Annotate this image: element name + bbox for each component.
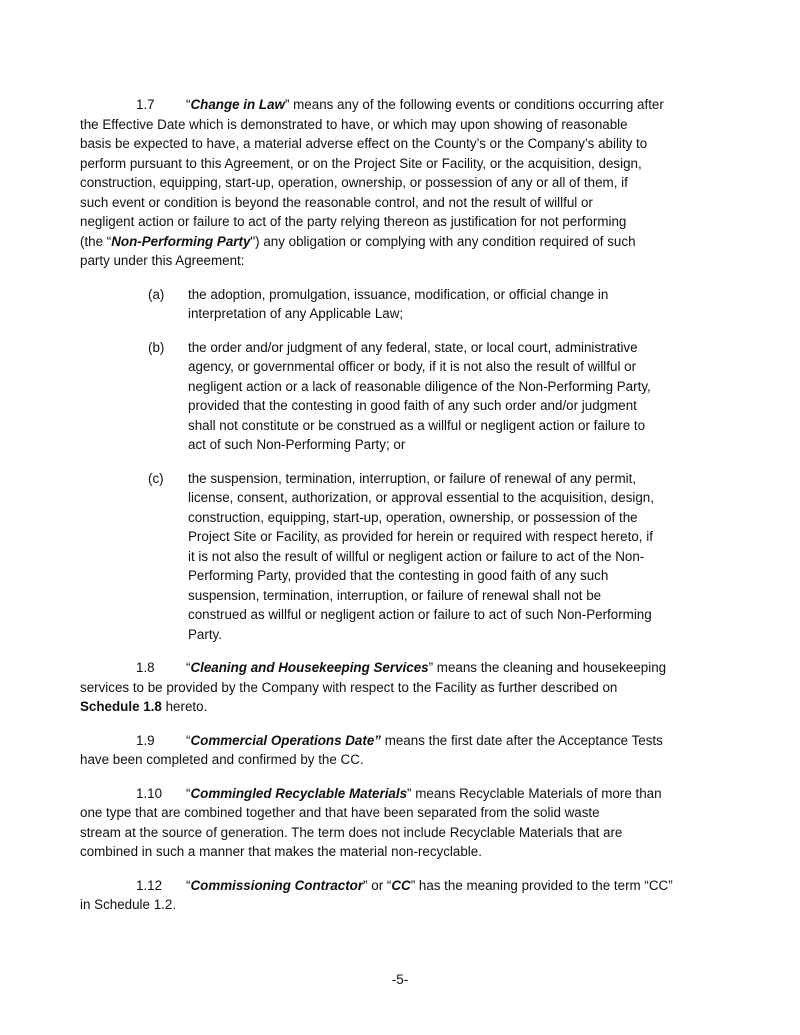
text-line [188, 488, 720, 508]
text-line [188, 396, 720, 416]
text-line [80, 784, 720, 804]
text-segment: (the “ [80, 233, 112, 249]
text-segment: it is not also the result of willful or negligent action or failure to act of the Non- [188, 548, 645, 564]
text-segment: construction, equipping, start-up, operation, ownership, or possession of the [188, 509, 638, 525]
text-line [80, 803, 720, 823]
text-segment: “ [186, 97, 191, 112]
text-segment: Performing Party, provided that the contesting in good faith of any such [188, 568, 609, 583]
text-segment: agency, or governmental officer or body, if it is not also the result of willful or [188, 359, 637, 374]
document-body [80, 95, 720, 915]
text-line [188, 435, 720, 455]
section-number: 1.8 [136, 660, 155, 675]
text-segment: combined in such a manner that makes the material non-recyclable. [80, 844, 482, 859]
text-line [80, 95, 720, 115]
definition-paragraph [80, 876, 720, 915]
text-segment: provided that the contesting in good faith of any such order and/or judgment [188, 398, 637, 413]
text-segment: basis be expected to have, a material adverse effect on the County’s or the Company’s ability to [80, 136, 648, 151]
item-label: (b) [148, 339, 165, 355]
text-segment: ” means Recyclable Materials of more than [407, 785, 662, 801]
item-label: (a) [148, 286, 165, 302]
text-segment: Party. [188, 626, 222, 642]
text-line [188, 625, 720, 645]
text-line [80, 154, 720, 174]
text-segment: means the first date after the Acceptance Tests [380, 732, 663, 748]
text-segment: negligent action or failure to act of the party relying thereon as justification for not performing [80, 214, 627, 229]
text-segment: have been completed and confirmed by the CC. [80, 752, 364, 767]
defined-term: Commercial Operations Date” [190, 732, 381, 748]
text-line [80, 697, 720, 717]
section-number: 1.7 [136, 97, 155, 112]
text-line [188, 416, 720, 436]
text-segment: ” or “ [363, 877, 392, 893]
text-line [188, 508, 720, 528]
text-segment: ” has the meaning provided to the term “CC” [410, 877, 673, 893]
item-label: (c) [148, 470, 164, 486]
text-line [80, 823, 720, 843]
text-line [188, 357, 720, 377]
defined-term: Non-Performing Party [111, 233, 251, 249]
text-line [80, 678, 720, 698]
text-segment: perform pursuant to this Agreement, or on the Project Site or Facility, or the acquisition, design, [80, 155, 642, 171]
text-segment: license, consent, authorization, or approval essential to the acquisition, design, [188, 490, 654, 505]
text-line [188, 285, 720, 305]
text-line [80, 842, 720, 862]
defined-term: Change in Law [190, 97, 285, 112]
list-item [80, 469, 720, 645]
definition-paragraph [80, 95, 720, 271]
text-segment: hereto. [161, 699, 208, 714]
text-segment: the Effective Date which is demonstrated to have, or which may upon showing of reasonable [80, 116, 628, 132]
text-segment: shall not constitute or be construed as a willful or negligent action or failure to [188, 417, 646, 433]
text-segment: the order and/or judgment of any federal, state, or local court, administrative [188, 339, 638, 355]
text-line [188, 304, 720, 324]
text-line [80, 134, 720, 154]
text-line [80, 232, 720, 252]
text-segment: services to be provided by the Company with respect to the Facility as further described on [80, 679, 618, 695]
text-line [80, 876, 720, 896]
text-segment: ” means any of the following events or conditions occurring after [284, 97, 664, 112]
page-number: -5- [391, 972, 409, 987]
section-number: 1.10 [136, 785, 163, 801]
text-segment: the suspension, termination, interruption, or failure of renewal of any permit, [188, 470, 637, 486]
text-segment: ") any obligation or complying with any condition required of such [250, 233, 636, 249]
text-segment: “ [186, 877, 191, 893]
text-line [80, 212, 720, 232]
section-number: 1.9 [136, 732, 155, 748]
text-segment: in Schedule 1.2. [80, 897, 177, 912]
text-segment: Project Site or Facility, as provided for herein or required with respect hereto, if [188, 529, 653, 544]
bold-reference: Schedule 1.8 [80, 699, 162, 714]
text-line [80, 731, 720, 751]
list-item [80, 338, 720, 455]
text-line [188, 566, 720, 586]
text-segment: interpretation of any Applicable Law; [188, 306, 404, 321]
section-number: 1.12 [136, 877, 163, 893]
text-line [80, 115, 720, 135]
defined-term: Cleaning and Housekeeping Services [190, 660, 429, 675]
text-line [80, 193, 720, 213]
text-segment: suspension, termination, interruption, or failure of renewal shall not be [188, 587, 602, 603]
text-line [188, 586, 720, 606]
text-line [188, 527, 720, 547]
text-line [188, 547, 720, 567]
definition-paragraph [80, 658, 720, 717]
text-segment: “ [186, 660, 191, 675]
text-segment: construction, equipping, start-up, operation, ownership, or possession of any or all of them, if [80, 175, 628, 190]
text-segment: construed as willful or negligent action or failure to act of such Non-Performing [188, 607, 652, 622]
text-segment: negligent action or a lack of reasonable diligence of the Non-Performing Party, [188, 378, 651, 394]
list-item [80, 285, 720, 324]
defined-term: Commissioning Contractor [190, 877, 364, 893]
text-segment: party under this Agreement: [80, 253, 245, 268]
text-line [188, 338, 720, 358]
text-line [80, 895, 720, 915]
text-line [80, 173, 720, 193]
definition-paragraph [80, 731, 720, 770]
text-segment: stream at the source of generation. The term does not include Recyclable Materials that are [80, 824, 623, 840]
text-line [80, 251, 720, 271]
text-segment: ” means the cleaning and housekeeping [428, 660, 667, 675]
text-segment: the adoption, promulgation, issuance, modification, or official change in [188, 286, 609, 302]
text-line [188, 469, 720, 489]
text-segment: act of such Non-Performing Party; or [188, 437, 406, 452]
text-line [188, 377, 720, 397]
definition-paragraph [80, 784, 720, 862]
text-line [188, 605, 720, 625]
defined-term: Commingled Recyclable Materials [190, 785, 408, 801]
text-segment: “ [186, 785, 191, 801]
text-segment: one type that are combined together and that have been separated from the solid waste [80, 805, 600, 820]
defined-term: CC [391, 877, 411, 893]
text-line [80, 750, 720, 770]
text-segment: such event or condition is beyond the reasonable control, and not the result of willful or [80, 194, 593, 210]
text-line [80, 658, 720, 678]
text-segment: “ [186, 732, 191, 748]
